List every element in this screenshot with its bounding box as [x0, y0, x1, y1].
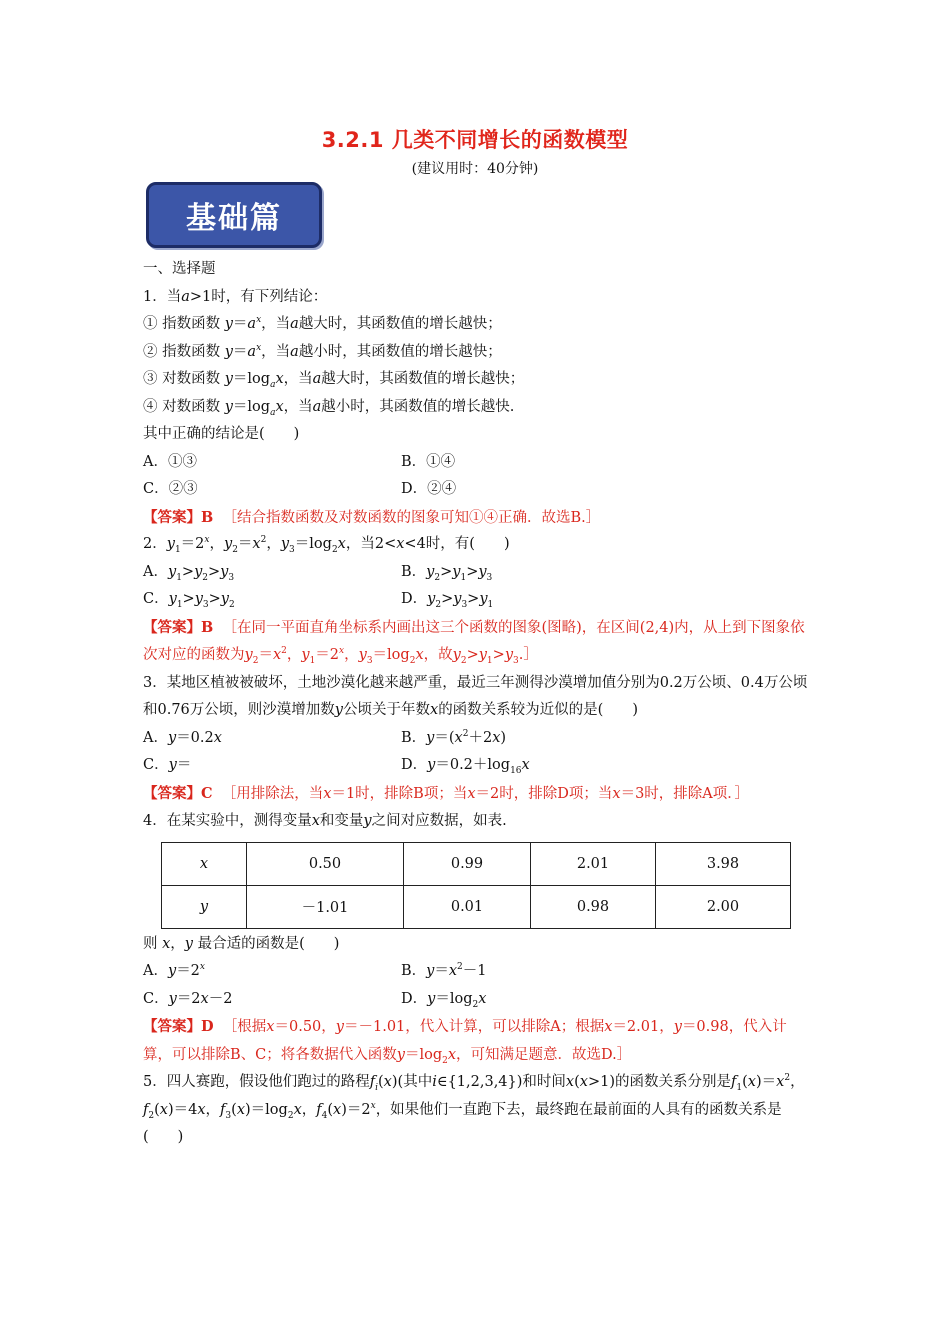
table-cell: 0.99 — [404, 842, 531, 885]
q4-ask: 则 x，y 最合适的函数是( ) — [143, 935, 340, 952]
q2-stem: 2．$y_1=2^x$，$y_2=x^2$，$y_3=\log_2x$，当2<x<4时，有( ) — [143, 535, 510, 555]
q3-answer: 【答案】C ［用排除法，当x＝1时，排除B项；当x＝2时，排除D项；当x＝3时，排除A项．］ — [143, 784, 750, 802]
q2-option-c: C．$y_1>y_3>y_2$ — [143, 591, 235, 610]
time-suggestion: (建议用时：40分钟) — [411, 161, 539, 177]
table-cell: y — [162, 885, 247, 928]
q4-options-row-1 — [143, 958, 808, 986]
table-cell: 0.50 — [247, 842, 404, 885]
q2-options-row-2 — [143, 586, 808, 614]
q4-answer: 【答案】D ［根据x＝0.50，y＝－1.01，代入计算，可以排除A；根据x＝2.01，y＝0.98，代入计算，可以排除B、C；将各数据代入函数$y=\log_2x$，可知满足题意．故选D.］ — [143, 1018, 787, 1066]
q4-stem: 4．在某实验中，测得变量x和变量y之间对应数据，如表. — [143, 813, 507, 829]
q2-option-b: B．$y_2>y_1>y_3$ — [401, 563, 493, 583]
q1-option-c: C．②③ — [143, 481, 198, 497]
q2-option-a: A．$y_1>y_2>y_3$ — [143, 563, 235, 583]
table-row — [162, 885, 791, 928]
q3-options-row-1 — [143, 725, 808, 753]
q4-option-c: C．y＝2x－2 — [143, 990, 233, 1007]
q3-option-b: B．$y=(x^2+2x)$ — [401, 728, 507, 746]
q1-statement-3: ③ 对数函数 $y=\log_ax$，当a越大时，其函数值的增长越快； — [143, 371, 525, 390]
table-row — [162, 842, 791, 885]
q3-option-d: D．$y=0.2+\log_{16}x$ — [401, 757, 530, 776]
q5-stem: 5．四人赛跑，假设他们跑过的路程$f_i(x)$(其中i∈{1,2,3,4})和时间x(x>1)的函数关系分别是$f_1(x)=x^2$，$f_2(x)=4x$，$f_3(x)=\log_2x$，$f_4(x)=2^x$，如果他们一直跑下去，最终跑在最前面的人具有的函数关系是( ) — [143, 1073, 805, 1145]
q3-stem: 3．某地区植被被破坏，土地沙漠化越来越严重，最近三年测得沙漠增加值分别为0.2万公顷、0.4万公顷和0.76万公顷，则沙漠增加数y公顷关于年数x的函数关系较为近似的是( ) — [143, 674, 808, 718]
q2-options-row-1 — [143, 559, 808, 587]
table-cell: 3.98 — [656, 842, 791, 885]
q3-option-a: A．y＝0.2x — [143, 729, 222, 746]
table-cell: 2.00 — [656, 885, 791, 928]
q1-statement-2: ② 指数函数 $y=a^x$，当a越小时，其函数值的增长越快； — [143, 342, 502, 360]
q3-option-c: C．y＝ — [143, 757, 192, 773]
table-cell: －1.01 — [247, 885, 404, 928]
q4-option-a: A．$y=2^x$ — [143, 962, 205, 979]
table-cell: 2.01 — [531, 842, 656, 885]
q1-ask: 其中正确的结论是( ) — [143, 426, 300, 442]
q4-options-row-2 — [143, 986, 808, 1014]
q4-data-table — [161, 842, 791, 929]
q1-option-d: D．②④ — [401, 481, 457, 497]
q2-answer: 【答案】B ［在同一平面直角坐标系内画出这三个函数的图象(图略)，在区间(2,4)内，从上到下图象依次对应的函数为$y_2=x^2$，$y_1=2^x$，$y_3=\log_2x$，故$y_2>y_1>y_3.]$ — [143, 618, 805, 666]
section-badge — [146, 182, 322, 248]
q1-statement-1: ① 指数函数 $y=a^x$，当a越大时，其函数值的增长越快； — [143, 315, 502, 332]
q1-option-a: A．①③ — [143, 453, 197, 470]
table-cell: 0.98 — [531, 885, 656, 928]
q1-options-row-2 — [143, 476, 808, 504]
badge-label: 基础篇 — [186, 201, 282, 236]
q1-answer: 【答案】B ［结合指数函数及对数函数的图象可知①④正确．故选B.］ — [143, 508, 601, 526]
questions-body — [143, 256, 808, 1152]
q1-option-b: B．①④ — [401, 453, 456, 470]
section-title: 一、选择题 — [143, 261, 216, 277]
page-title: 3.2.1 几类不同增长的函数模型 — [321, 128, 629, 152]
table-cell: x — [162, 842, 247, 885]
q1-statement-4: ④ 对数函数 $y=\log_ax$，当a越小时，其函数值的增长越快. — [143, 398, 515, 418]
table-cell: 0.01 — [404, 885, 531, 928]
q4-option-d: D．$y=\log_2x$ — [401, 990, 487, 1010]
q3-options-row-2 — [143, 752, 808, 780]
q1-options-row-1 — [143, 449, 808, 477]
q1-stem: 1．当a>1时，有下列结论： — [143, 288, 328, 305]
q2-option-d: D．$y_2>y_3>y_1$ — [401, 591, 494, 610]
q4-option-b: B．$y=x^2-1$ — [401, 962, 487, 979]
